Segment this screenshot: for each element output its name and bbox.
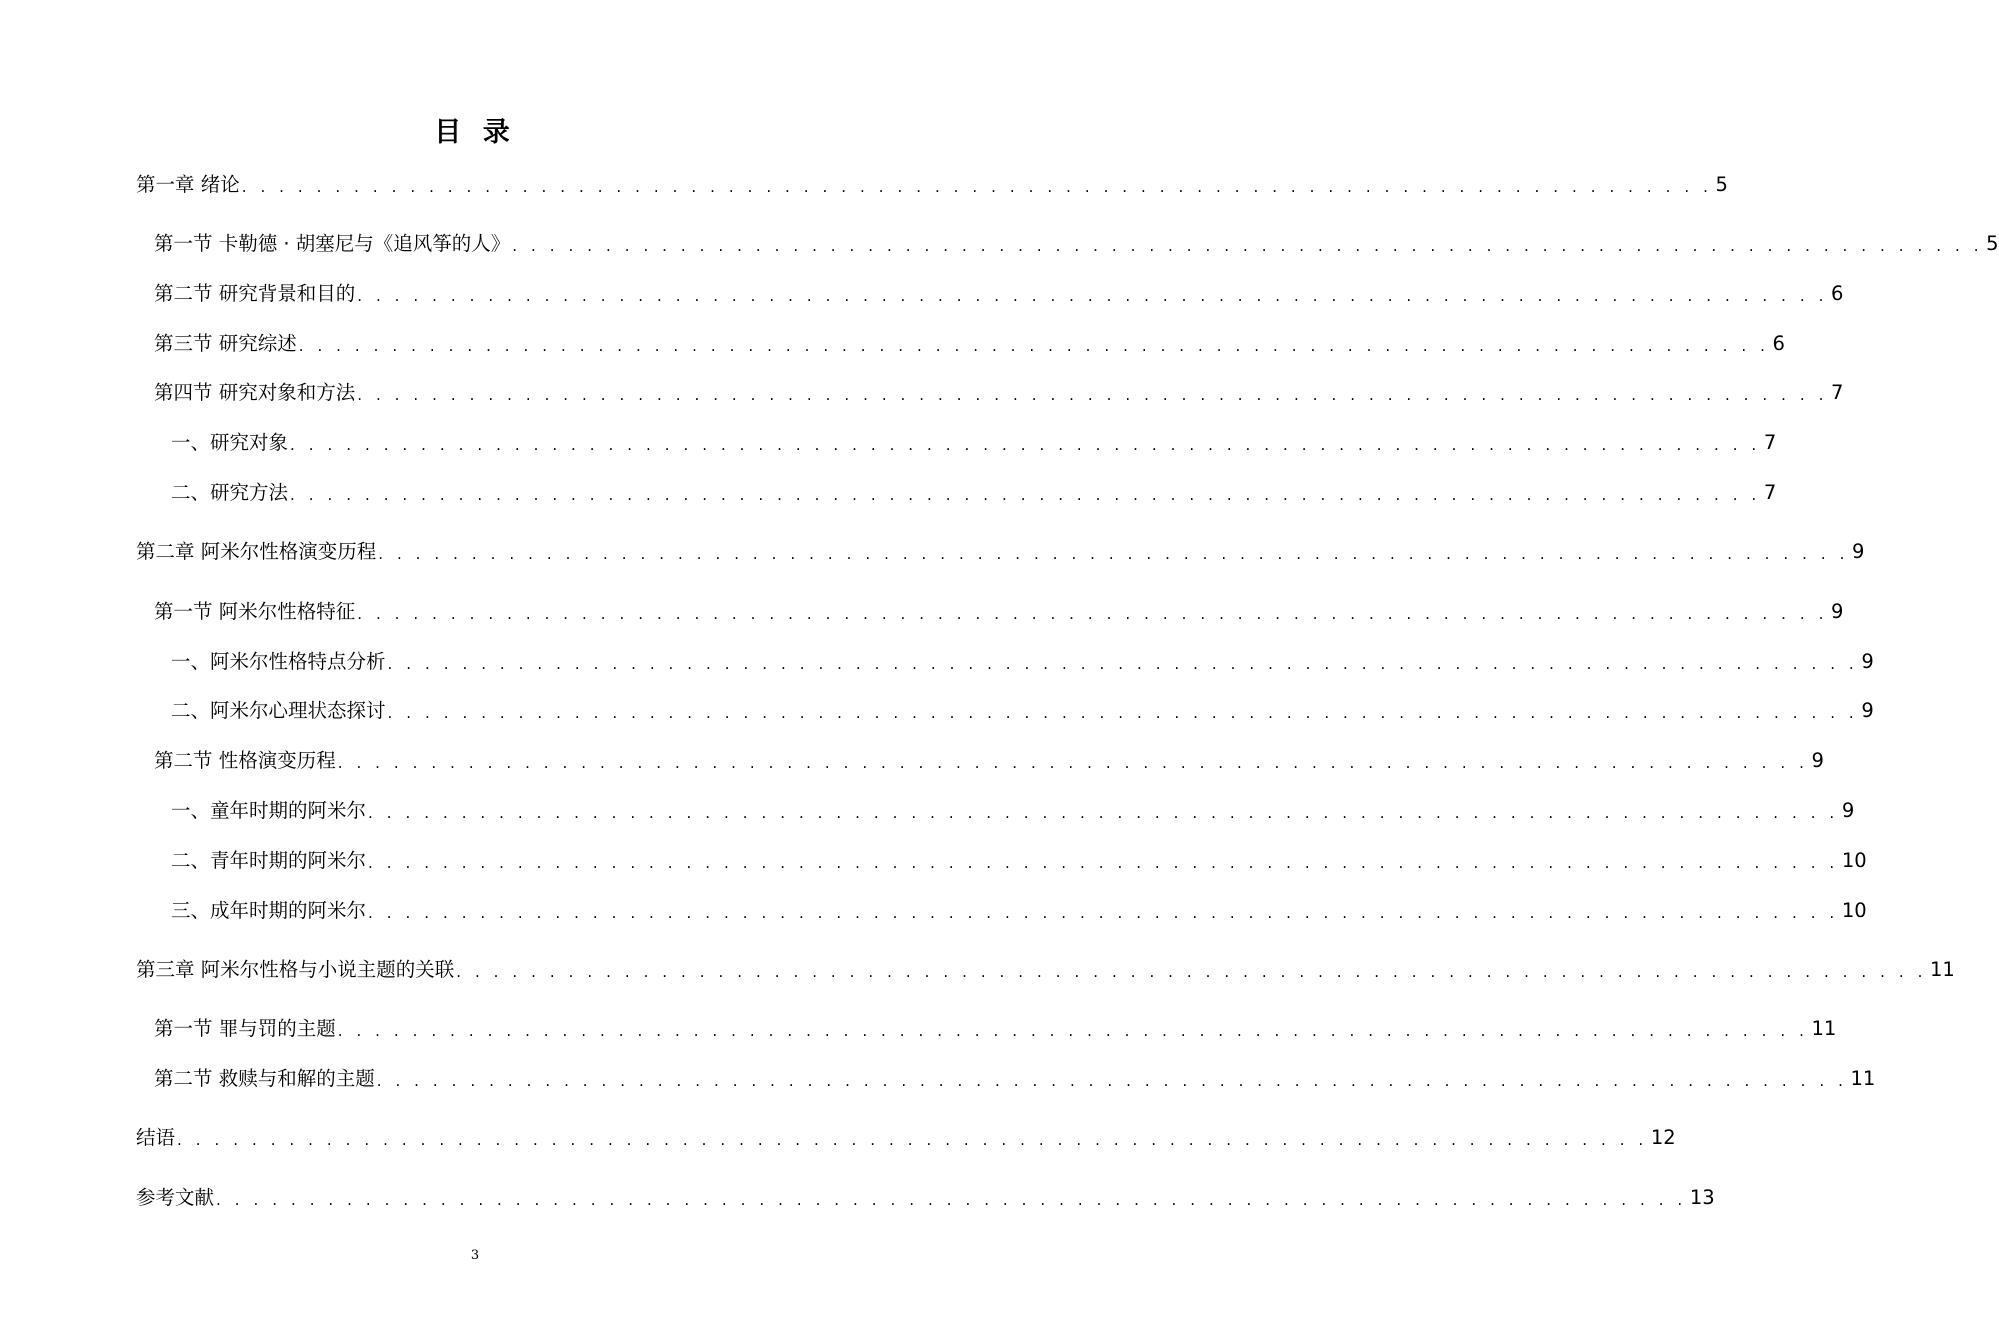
toc-dot-leader: . . . . . . . . . . . . . . . . . . . . . . . . . . . . . . . . . . . . . . . . . . . . . . . . . . . . . . . . . . . . . . . . . . . . . . . . . . . . . . .: [357, 386, 1828, 404]
toc-entry[interactable]: [136, 535, 1865, 565]
toc-entry-label: 二、青年时期的阿米尔: [171, 849, 367, 872]
toc-entry-page: 7: [1763, 481, 1777, 504]
toc-entry-page: 9: [1811, 749, 1824, 772]
toc-entry-label: 一、阿米尔性格特点分析: [171, 650, 386, 673]
toc-entry[interactable]: [154, 227, 1999, 257]
toc-entry-label: 第三节 研究综述: [154, 332, 297, 355]
toc-dot-leader: . . . . . . . . . . . . . . . . . . . . . . . . . . . . . . . . . . . . . . . . . . . . . . . . . . . . . . . . . . . . . . . . . . . . . . . . . . . . . . .: [216, 1191, 1687, 1209]
toc-dot-leader: . . . . . . . . . . . . . . . . . . . . . . . . . . . . . . . . . . . . . . . . . . . . . . . . . . . . . . . . . . . . . . . . . . . . . . . . . . . . . . .: [387, 655, 1859, 673]
toc-entry-label: 第二章 阿米尔性格演变历程: [136, 540, 377, 563]
toc-entry-label: 一、童年时期的阿米尔: [171, 799, 367, 822]
toc-entry-label: 第三章 阿米尔性格与小说主题的关联: [136, 958, 455, 981]
toc-entry[interactable]: [136, 1121, 1676, 1151]
toc-entry[interactable]: [154, 277, 1844, 307]
toc-entry-label: 一、研究对象: [171, 431, 289, 454]
toc-entry-page: 11: [1850, 1067, 1876, 1090]
toc-dot-leader: . . . . . . . . . . . . . . . . . . . . . . . . . . . . . . . . . . . . . . . . . . . . . . . . . . . . . . . . . . . . . . . . . . . . . . . . . . . . . . .: [337, 1022, 1809, 1040]
toc-dot-leader: . . . . . . . . . . . . . . . . . . . . . . . . . . . . . . . . . . . . . . . . . . . . . . . . . . . . . . . . . . . . . . . . . . . . . . . . . . . . . . .: [298, 337, 1770, 355]
toc-entry-label: 第二节 研究背景和目的: [154, 282, 356, 305]
toc-entry-label: 第一节 阿米尔性格特征: [154, 600, 356, 623]
toc-entry[interactable]: [154, 744, 1824, 774]
toc-entry-page: 9: [1852, 540, 1865, 563]
toc-entry[interactable]: [154, 376, 1844, 406]
toc-dot-leader: . . . . . . . . . . . . . . . . . . . . . . . . . . . . . . . . . . . . . . . . . . . . . . . . . . . . . . . . . . . . . . . . . . . . . . . . . . . . . . .: [368, 854, 1839, 872]
toc-dot-leader: . . . . . . . . . . . . . . . . . . . . . . . . . . . . . . . . . . . . . . . . . . . . . . . . . . . . . . . . . . . . . . . . . . . . . . . . . . . . . . .: [177, 1131, 1648, 1149]
toc-entry-label: 第一节 罪与罚的主题: [154, 1017, 336, 1040]
toc-entry[interactable]: [171, 794, 1855, 824]
toc-entry-label: 结语: [136, 1126, 176, 1149]
toc-dot-leader: . . . . . . . . . . . . . . . . . . . . . . . . . . . . . . . . . . . . . . . . . . . . . . . . . . . . . . . . . . . . . . . . . . . . . . . . . . . . . . .: [357, 287, 1828, 305]
toc-dot-leader: . . . . . . . . . . . . . . . . . . . . . . . . . . . . . . . . . . . . . . . . . . . . . . . . . . . . . . . . . . . . . . . . . . . . . . . . . . . . . . .: [337, 754, 1809, 772]
toc-dot-leader: . . . . . . . . . . . . . . . . . . . . . . . . . . . . . . . . . . . . . . . . . . . . . . . . . . . . . . . . . . . . . . . . . . . . . . . . . . . . . . .: [241, 178, 1713, 196]
toc-dot-leader: . . . . . . . . . . . . . . . . . . . . . . . . . . . . . . . . . . . . . . . . . . . . . . . . . . . . . . . . . . . . . . . . . . . . . . . . . . . . . . .: [368, 804, 1839, 822]
toc-entry-label: 参考文献: [136, 1186, 215, 1209]
toc-entry-page: 13: [1689, 1186, 1715, 1209]
toc-entry[interactable]: [136, 953, 1955, 983]
toc-entry-page: 7: [1831, 381, 1844, 404]
toc-entry-page: 7: [1763, 431, 1777, 454]
toc-entry[interactable]: [171, 476, 1777, 506]
toc-entry[interactable]: [171, 694, 1874, 724]
toc-entry[interactable]: [154, 1062, 1876, 1092]
toc-entry-page: 9: [1831, 600, 1844, 623]
toc-dot-leader: . . . . . . . . . . . . . . . . . . . . . . . . . . . . . . . . . . . . . . . . . . . . . . . . . . . . . . . . . . . . . . . . . . . . . . . . . . . . . . .: [512, 237, 1984, 255]
toc-entry-page: 10: [1841, 899, 1867, 922]
toc-entry-label: 二、阿米尔心理状态探讨: [171, 699, 386, 722]
toc-entry[interactable]: [171, 894, 1867, 924]
toc-entry-label: 第二节 救赎与和解的主题: [154, 1067, 375, 1090]
toc-entry[interactable]: [154, 595, 1844, 625]
toc-dot-leader: . . . . . . . . . . . . . . . . . . . . . . . . . . . . . . . . . . . . . . . . . . . . . . . . . . . . . . . . . . . . . . . . . . . . . . . . . . . . . . .: [290, 436, 1761, 454]
toc-dot-leader: . . . . . . . . . . . . . . . . . . . . . . . . . . . . . . . . . . . . . . . . . . . . . . . . . . . . . . . . . . . . . . . . . . . . . . . . . . . . . . .: [387, 704, 1859, 722]
toc-entry[interactable]: [171, 645, 1874, 675]
toc-dot-leader: . . . . . . . . . . . . . . . . . . . . . . . . . . . . . . . . . . . . . . . . . . . . . . . . . . . . . . . . . . . . . . . . . . . . . . . . . . . . . . .: [368, 904, 1839, 922]
toc-entry-page: 9: [1861, 650, 1874, 673]
toc-entry-page: 9: [1841, 799, 1855, 822]
page-title: 目 录: [434, 117, 516, 148]
toc-entry-label: 三、成年时期的阿米尔: [171, 899, 367, 922]
toc-dot-leader: . . . . . . . . . . . . . . . . . . . . . . . . . . . . . . . . . . . . . . . . . . . . . . . . . . . . . . . . . . . . . . . . . . . . . . . . . . . . . . .: [376, 1072, 1848, 1090]
toc-entry-label: 二、研究方法: [171, 481, 289, 504]
toc-dot-leader: . . . . . . . . . . . . . . . . . . . . . . . . . . . . . . . . . . . . . . . . . . . . . . . . . . . . . . . . . . . . . . . . . . . . . . . . . . . . . . .: [357, 605, 1828, 623]
toc-entry-page: 12: [1650, 1126, 1676, 1149]
toc-entry-page: 5: [1715, 173, 1728, 196]
toc-dot-leader: . . . . . . . . . . . . . . . . . . . . . . . . . . . . . . . . . . . . . . . . . . . . . . . . . . . . . . . . . . . . . . . . . . . . . . . . . . . . . . .: [456, 963, 1927, 981]
toc-entry[interactable]: [136, 168, 1728, 198]
toc-dot-leader: . . . . . . . . . . . . . . . . . . . . . . . . . . . . . . . . . . . . . . . . . . . . . . . . . . . . . . . . . . . . . . . . . . . . . . . . . . . . . . .: [290, 486, 1761, 504]
page-number: 3: [470, 1248, 480, 1263]
toc-entry-page: 6: [1831, 282, 1844, 305]
toc-entry-label: 第二节 性格演变历程: [154, 749, 336, 772]
toc-entry[interactable]: [154, 1012, 1837, 1042]
toc-entry[interactable]: [136, 1181, 1715, 1211]
toc-entry-page: 5: [1986, 232, 1999, 255]
toc-dot-leader: . . . . . . . . . . . . . . . . . . . . . . . . . . . . . . . . . . . . . . . . . . . . . . . . . . . . . . . . . . . . . . . . . . . . . . . . . . . . . . .: [378, 545, 1849, 563]
toc-entry-page: 10: [1841, 849, 1867, 872]
toc-entry[interactable]: [154, 327, 1785, 357]
toc-entry-page: 11: [1811, 1017, 1837, 1040]
toc-entry-page: 6: [1772, 332, 1785, 355]
toc-entry[interactable]: [171, 844, 1867, 874]
toc-entry-page: 9: [1861, 699, 1874, 722]
toc-entry-page: 11: [1930, 958, 1955, 981]
toc-entry[interactable]: [171, 426, 1777, 456]
toc-entry-label: 第一章 绪论: [136, 173, 240, 196]
toc-entry-label: 第一节 卡勒德 · 胡塞尼与《追风筝的人》: [154, 232, 511, 255]
toc-entry-label: 第四节 研究对象和方法: [154, 381, 356, 404]
